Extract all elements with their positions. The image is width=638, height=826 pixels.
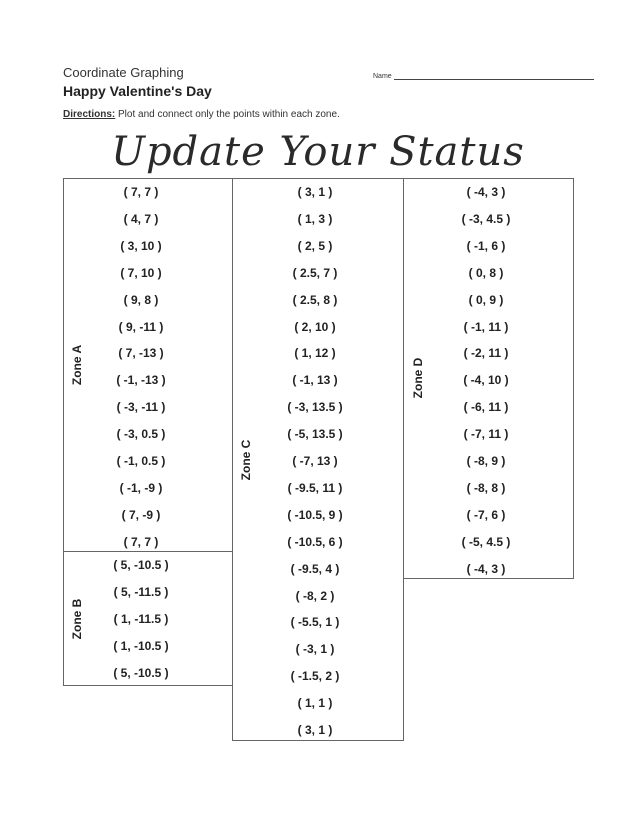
zone-a-label: Zone A [70,344,84,386]
zone-a-box [63,178,233,552]
zone-c-point: ( -10.5, 6 ) [287,534,343,549]
zone-c-label: Zone C [239,439,253,481]
zone-a-point: ( -3, -11 ) [116,400,166,415]
zone-a-point: ( -1, -9 ) [119,480,163,495]
zone-a-point: ( 7, 7 ) [123,534,159,549]
directions-text: Plot and connect only the points within each zone. [115,109,340,120]
zone-d-point: ( -8, 8 ) [466,480,506,495]
worksheet-header [63,65,340,120]
zone-d-point: ( -4, 10 ) [463,373,509,388]
directions [63,109,340,120]
zone-c-point: ( -7, 13 ) [292,454,338,468]
zone-d-point: ( -2, 11 ) [463,346,509,361]
zone-c-point: ( 1, 1 ) [297,696,333,711]
zone-c-point: ( -1, 13 ) [292,373,338,388]
directions-label: Directions: [63,109,116,120]
zone-c-point: ( -3, 1 ) [295,642,335,657]
zone-a-point: ( 4, 7 ) [123,211,159,226]
zone-c-point: ( -9.5, 11 ) [287,480,343,495]
zone-d-point: ( -4, 3 ) [466,185,506,199]
zone-a-point: ( 3, 10 ) [120,238,162,253]
zone-c-point: ( 3, 1 ) [297,723,333,737]
zone-b-point: ( 1, -11.5 ) [113,611,169,626]
zone-c-point: ( 2.5, 8 ) [292,292,338,307]
zone-a-point: ( 7, 7 ) [123,185,159,199]
zone-c-point: ( 1, 12 ) [294,346,336,361]
zone-a-point: ( -3, 0.5 ) [116,427,166,442]
zone-b-point: ( 5, -10.5 ) [113,558,169,572]
zone-d-point: ( -8, 9 ) [466,454,506,468]
zone-c-point: ( -1.5, 2 ) [290,669,340,684]
zone-d-point: ( -5, 4.5 ) [461,534,511,549]
worksheet-topic: Happy Valentine's Day [63,83,212,99]
zone-a-point: ( -1, 0.5 ) [116,454,166,468]
zone-d-point: ( 0, 8 ) [468,265,504,280]
zone-a-point: ( 9, -11 ) [118,319,164,334]
zone-d-label: Zone D [411,357,425,399]
zone-c-point: ( 3, 1 ) [297,185,333,199]
zone-d-point: ( -6, 11 ) [463,400,509,415]
zone-c-point: ( 1, 3 ) [297,211,333,226]
zone-d-point: ( -1, 11 ) [463,319,509,334]
name-label: Name [373,73,392,80]
zone-d-point: ( -4, 3 ) [466,561,506,576]
zone-a-point: ( 7, -13 ) [118,346,164,361]
zone-c-point: ( -5.5, 1 ) [290,615,340,630]
zone-d-point: ( -1, 6 ) [466,238,506,253]
name-field[interactable] [373,72,594,80]
zone-a-point: ( 7, -9 ) [121,507,161,522]
zone-c-point: ( 2.5, 7 ) [292,265,338,280]
zone-d-point: ( -3, 4.5 ) [461,211,511,226]
zone-b-label: Zone B [70,598,84,640]
name-line[interactable] [394,72,594,80]
zone-d-point: ( -7, 6 ) [466,507,506,522]
zone-a-point: ( -1, -13 ) [116,373,166,388]
zone-c-point: ( -9.5, 4 ) [290,561,340,576]
zone-d-point: ( -7, 11 ) [463,427,509,442]
page-title: Update Your Status [111,129,525,175]
zone-c-point: ( -5, 13.5 ) [287,427,343,442]
zone-d-point: ( 0, 9 ) [468,292,504,307]
zone-b-point: ( 1, -10.5 ) [113,638,169,653]
worksheet-subject: Coordinate Graphing [63,65,184,80]
zone-c-point: ( -10.5, 9 ) [287,507,343,522]
zone-a-point: ( 7, 10 ) [120,265,162,280]
zone-c-point: ( 2, 5 ) [297,238,333,253]
zone-b-point: ( 5, -10.5 ) [113,665,169,680]
zone-c-point: ( -3, 13.5 ) [287,400,343,415]
zone-b-point: ( 5, -11.5 ) [113,584,169,599]
zone-c-point: ( 2, 10 ) [294,319,336,334]
zone-c-point: ( -8, 2 ) [295,588,335,603]
zone-a-point: ( 9, 8 ) [123,292,159,307]
